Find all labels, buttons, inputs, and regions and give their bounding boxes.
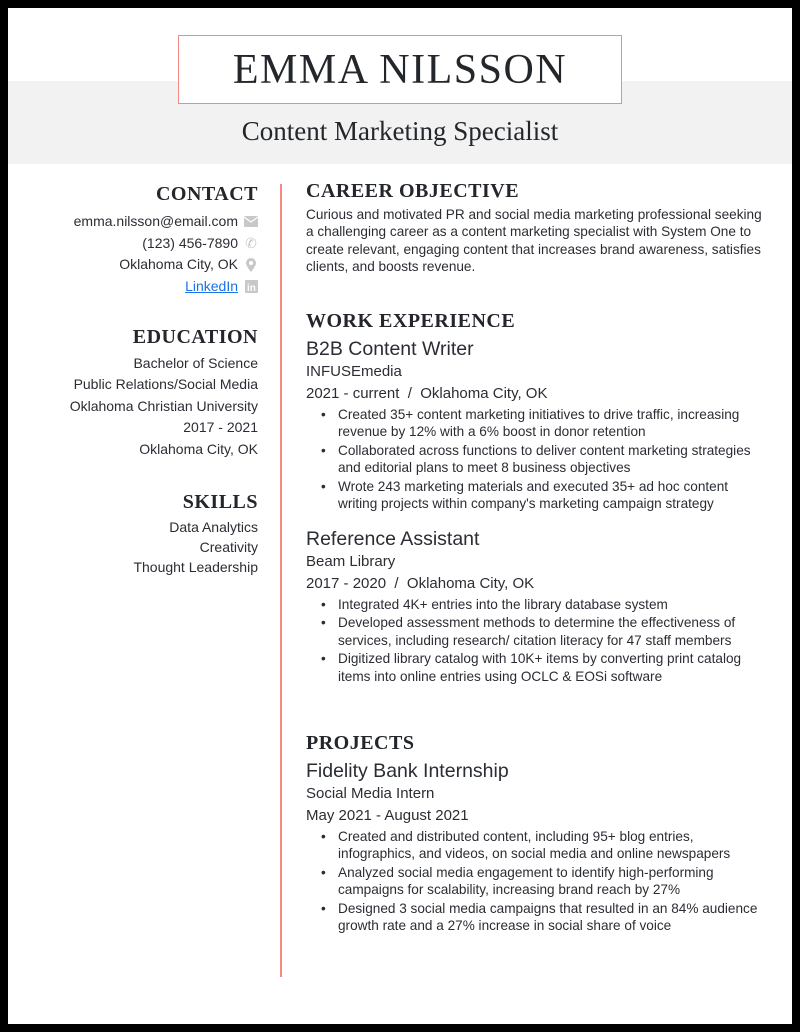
project-title: Fidelity Bank Internship [306,759,509,782]
bullet: • Developed assessment methods to determine the effectiveness of services, including research/ citation literacy for 47 staff members [338,614,768,649]
skills-heading: SKILLS [182,491,258,513]
bullet: • Designed 3 social media campaigns that resulted in an 84% audience growth rate and a 27% increase in social share of voice [338,900,768,935]
objective-text: Curious and motivated PR and social media marketing professional seeking a challenging career as a content marketing specialist with System One to create relevant, engaging content that increases brand awareness, satisfies clients, and boosts revenue. [306,206,762,274]
skill-item: Creativity [199,539,258,555]
linkedin-link[interactable]: LinkedIn [185,277,238,294]
job-title: Reference Assistant [306,527,480,550]
degree: Bachelor of Science [133,354,258,371]
projects-heading: PROJECTS [306,732,415,754]
skill-item: Thought Leadership [133,559,258,575]
column-divider [280,184,282,977]
projects-section [306,732,768,935]
company: Beam Library [306,552,396,570]
bullet: • Analyzed social media engagement to identify high-performing campaigns for scalability, increasing brand reach by 27% [338,864,768,899]
job-title: Content Marketing Specialist [241,116,559,146]
job-entry [306,337,768,513]
job-title: B2B Content Writer [306,337,474,360]
bullet: • Created 35+ content marketing initiatives to drive traffic, increasing revenue by 12% with a 6% boost in donor retention [338,406,768,441]
bullet: • Digitized library catalog with 10K+ items by converting print catalog items into online entries using OCLC & EOSi software [338,650,768,685]
svg-text:in: in [246,282,256,293]
resume-page [8,8,792,1024]
education-location: Oklahoma City, OK [139,440,258,457]
location-text: Oklahoma City, OK [119,256,238,272]
work-heading: WORK EXPERIENCE [306,310,516,332]
skill-item: Data Analytics [169,519,258,535]
education-section [8,327,258,460]
university: Oklahoma Christian University [69,397,258,414]
company: INFUSEmedia [306,362,402,380]
education-heading: EDUCATION [132,326,258,348]
project-role: Social Media Intern [306,784,435,802]
envelope-icon [244,215,258,229]
email-text: emma.nilsson@email.com [73,213,238,229]
job-meta: 2021 - current / Oklahoma City, OK [306,384,548,402]
name-box [178,35,622,104]
phone-icon: ✆ [245,234,257,251]
bullet: • Integrated 4K+ entries into the library database system [338,596,768,614]
skills-section [8,492,258,577]
linkedin-icon [244,279,258,293]
project-dates: May 2021 - August 2021 [306,806,469,824]
phone-text: (123) 456-7890 [142,234,238,251]
job-meta: 2017 - 2020 / Oklahoma City, OK [306,574,535,592]
bullet: • Wrote 243 marketing materials and executed 35+ ad hoc content writing projects within company's marketing campaign strategy [338,478,768,513]
major: Public Relations/Social Media [73,376,258,392]
map-pin-icon [244,258,258,272]
work-section [306,310,768,685]
contact-section [8,183,258,297]
candidate-name: EMMA NILSSON [232,46,568,93]
job-entry [306,527,768,686]
bullet: • Collaborated across functions to deliver content marketing strategies and editorial plans to meet 8 business objectives [338,442,768,477]
bullet: • Created and distributed content, including 95+ blog entries, infographics, and videos, on social media and online newspapers [338,828,768,863]
contact-heading: CONTACT [155,183,258,205]
objective-section [306,180,768,276]
education-dates: 2017 - 2021 [183,419,258,435]
objective-heading: CAREER OBJECTIVE [306,180,520,202]
